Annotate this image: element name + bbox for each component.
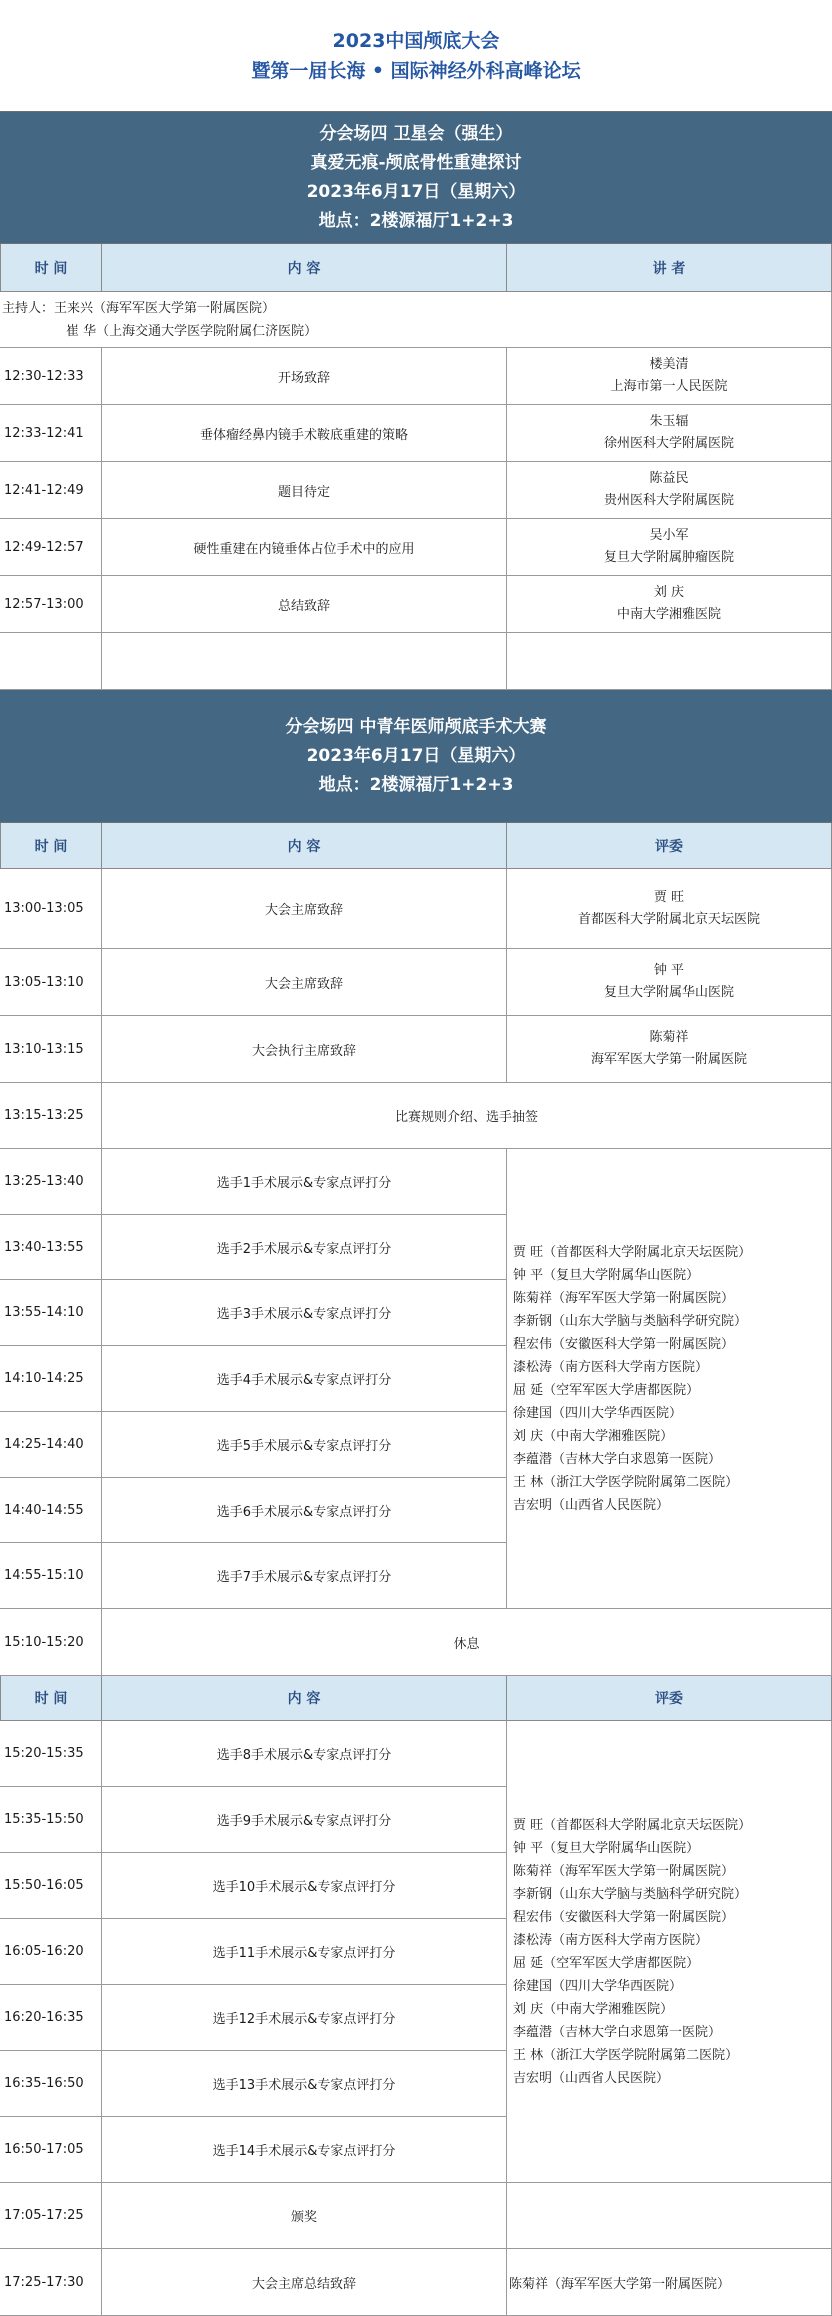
- speaker-name: 钟 平: [653, 963, 685, 978]
- judge-entry: 贾 旺（首都医科大学附属北京天坛医院）: [513, 1817, 752, 1833]
- judge-entry: 吉宏明（山西省人民医院）: [513, 1497, 670, 1513]
- judge-entry: 王 林（浙江大学医学院附属第二医院）: [513, 1474, 739, 1490]
- row-content: 选手9手术展示&专家点评打分: [101, 1787, 506, 1853]
- row-content: 选手3手术展示&专家点评打分: [101, 1280, 506, 1346]
- session1-empty-time: [0, 633, 101, 690]
- row-time: 15:35-15:50: [0, 1787, 101, 1853]
- row-time: 14:55-15:10: [0, 1543, 101, 1609]
- speaker-org: 上海市第一人民医院: [610, 379, 728, 394]
- row-time: 13:55-14:10: [0, 1280, 101, 1346]
- host-line-2: 崔 华（上海交通大学医学院附属仁济医院）: [66, 323, 318, 339]
- session2-col-time: 时 间: [0, 823, 101, 869]
- row-time: 13:05-13:10: [0, 949, 101, 1016]
- break-content: 休息: [101, 1609, 832, 1676]
- session1-hosts: [0, 292, 832, 348]
- speaker-name: 楼美清: [649, 357, 689, 372]
- row-time: 13:40-13:55: [0, 1215, 101, 1280]
- judge-entry: 程宏伟（安徽医科大学第一附属医院）: [513, 1909, 735, 1925]
- row-content: 开场致辞: [101, 348, 506, 405]
- title-line-1: 2023中国颅底大会: [332, 29, 500, 52]
- speaker-org: 贵州医科大学附属医院: [603, 493, 734, 508]
- row-time: 15:20-15:35: [0, 1721, 101, 1787]
- judge-entry: 屈 延（空军军医大学唐都医院）: [513, 1382, 700, 1398]
- conference-title: [0, 0, 832, 112]
- row-speaker: [506, 576, 832, 633]
- speaker-name: 陈菊祥: [649, 1030, 689, 1045]
- row-content: 选手12手术展示&专家点评打分: [101, 1985, 506, 2051]
- judges-panel-a: [506, 1149, 832, 1609]
- speaker-org: 复旦大学附属肿瘤医院: [603, 550, 734, 565]
- row-time: 15:50-16:05: [0, 1853, 101, 1919]
- row-content: 选手13手术展示&专家点评打分: [101, 2051, 506, 2117]
- speaker-name: 朱玉辐: [649, 414, 689, 429]
- row-content: 选手6手术展示&专家点评打分: [101, 1478, 506, 1543]
- row-content: 选手7手术展示&专家点评打分: [101, 1543, 506, 1609]
- rules-time: 13:15-13:25: [0, 1083, 101, 1149]
- speaker-org: 首都医科大学附属北京天坛医院: [577, 911, 760, 927]
- row-speaker: [506, 348, 832, 405]
- judge-entry: 漆松涛（南方医科大学南方医院）: [513, 1932, 709, 1948]
- row-content: 硬性重建在内镜垂体占位手术中的应用: [101, 519, 506, 576]
- row-content: 选手14手术展示&专家点评打分: [101, 2117, 506, 2183]
- row-time: 16:35-16:50: [0, 2051, 101, 2117]
- row-speaker: [506, 462, 832, 519]
- judge-entry: 徐建国（四川大学华西医院）: [513, 1405, 683, 1421]
- session2-banner-line-2: 2023年6月17日（星期六）: [306, 745, 526, 766]
- judge-entry: 李新钢（山东大学脑与类脑科学研究院）: [513, 1886, 748, 1902]
- row-time: 14:10-14:25: [0, 1346, 101, 1412]
- row-content: 垂体瘤经鼻内镜手术鞍底重建的策略: [101, 405, 506, 462]
- speaker-name: 刘 庆: [653, 585, 685, 600]
- closing-speaker: 陈菊祥（海军军医大学第一附属医院）: [506, 2249, 832, 2316]
- speaker-name: 陈益民: [649, 471, 689, 486]
- row-time: 13:25-13:40: [0, 1149, 101, 1215]
- row-content: 选手10手术展示&专家点评打分: [101, 1853, 506, 1919]
- row-time: 13:00-13:05: [0, 869, 101, 949]
- judge-entry: 钟 平（复旦大学附属华山医院）: [513, 1840, 700, 1856]
- session2-banner-line-3: 地点：2楼源福厅1+2+3: [318, 774, 514, 795]
- rules-content: 比赛规则介绍、选手抽签: [101, 1083, 832, 1149]
- row-content: 大会执行主席致辞: [101, 1016, 506, 1083]
- title-line-2: 暨第一届长海 • 国际神经外科高峰论坛: [251, 59, 581, 82]
- session1-banner: [0, 112, 832, 244]
- session1-banner-line-2: 真爱无痕-颅底骨性重建探讨: [310, 152, 522, 173]
- row-content: 大会主席致辞: [101, 869, 506, 949]
- award-content: 颁奖: [101, 2183, 506, 2249]
- row-time: 16:05-16:20: [0, 1919, 101, 1985]
- session2-banner: [0, 690, 832, 823]
- session1-banner-line-3: 2023年6月17日（星期六）: [306, 181, 526, 202]
- judge-entry: 李蕴潜（吉林大学白求恩第一医院）: [513, 2024, 722, 2040]
- row-content: 总结致辞: [101, 576, 506, 633]
- judge-entry: 贾 旺（首都医科大学附属北京天坛医院）: [513, 1244, 752, 1260]
- judge-entry: 刘 庆（中南大学湘雅医院）: [513, 2001, 674, 2017]
- judge-entry: 王 林（浙江大学医学院附属第二医院）: [513, 2047, 739, 2063]
- row-speaker: [506, 405, 832, 462]
- row-time: 13:10-13:15: [0, 1016, 101, 1083]
- row-content: 题目待定: [101, 462, 506, 519]
- row-time: 12:57-13:00: [0, 576, 101, 633]
- session2b-col-time: 时 间: [0, 1676, 101, 1721]
- speaker-name: 贾 旺: [653, 889, 685, 905]
- row-time: 16:50-17:05: [0, 2117, 101, 2183]
- session1-banner-line-1: 分会场四 卫星会（强生）: [319, 123, 513, 144]
- closing-time: 17:25-17:30: [0, 2249, 101, 2316]
- break-time: 15:10-15:20: [0, 1609, 101, 1676]
- speaker-org: 中南大学湘雅医院: [616, 607, 721, 622]
- row-time: 12:30-12:33: [0, 348, 101, 405]
- session1-empty-speaker: [506, 633, 832, 690]
- row-content: 选手8手术展示&专家点评打分: [101, 1721, 506, 1787]
- row-content: 选手2手术展示&专家点评打分: [101, 1215, 506, 1280]
- host-line-1: 主持人：王来兴（海军军医大学第一附属医院）: [2, 300, 276, 316]
- session1-col-speaker: 讲 者: [506, 244, 832, 292]
- row-content: 选手1手术展示&专家点评打分: [101, 1149, 506, 1215]
- row-speaker: [506, 869, 832, 949]
- row-time: 16:20-16:35: [0, 1985, 101, 2051]
- judge-entry: 吉宏明（山西省人民医院）: [513, 2070, 670, 2086]
- speaker-name: 吴小军: [649, 528, 689, 543]
- row-time: 14:25-14:40: [0, 1412, 101, 1478]
- row-time: 12:41-12:49: [0, 462, 101, 519]
- row-content: 选手5手术展示&专家点评打分: [101, 1412, 506, 1478]
- session1-empty-content: [101, 633, 506, 690]
- row-content: 大会主席致辞: [101, 949, 506, 1016]
- judge-entry: 漆松涛（南方医科大学南方医院）: [513, 1359, 709, 1375]
- judge-entry: 陈菊祥（海军军医大学第一附属医院）: [513, 1290, 735, 1306]
- session2-col-judges: 评委: [506, 823, 832, 869]
- judge-entry: 李新钢（山东大学脑与类脑科学研究院）: [513, 1313, 748, 1329]
- row-content: 选手11手术展示&专家点评打分: [101, 1919, 506, 1985]
- judge-entry: 李蕴潜（吉林大学白求恩第一医院）: [513, 1451, 722, 1467]
- award-time: 17:05-17:25: [0, 2183, 101, 2249]
- judge-entry: 钟 平（复旦大学附属华山医院）: [513, 1267, 700, 1283]
- award-speaker: [506, 2183, 832, 2249]
- speaker-org: 复旦大学附属华山医院: [603, 985, 734, 1000]
- session1-col-content: 内 容: [101, 244, 506, 292]
- speaker-org: 海军军医大学第一附属医院: [590, 1052, 747, 1067]
- row-time: 12:49-12:57: [0, 519, 101, 576]
- judges-panel-b: [506, 1721, 832, 2183]
- session1-banner-line-4: 地点：2楼源福厅1+2+3: [318, 210, 514, 231]
- speaker-org: 徐州医科大学附属医院: [603, 436, 734, 451]
- judge-entry: 徐建国（四川大学华西医院）: [513, 1978, 683, 1994]
- session2b-col-content: 内 容: [101, 1676, 506, 1721]
- row-content: 选手4手术展示&专家点评打分: [101, 1346, 506, 1412]
- session1-col-time: 时 间: [0, 244, 101, 292]
- judge-entry: 刘 庆（中南大学湘雅医院）: [513, 1428, 674, 1444]
- row-speaker: [506, 519, 832, 576]
- row-time: 12:33-12:41: [0, 405, 101, 462]
- session2b-col-judges: 评委: [506, 1676, 832, 1721]
- session2-banner-line-1: 分会场四 中青年医师颅底手术大赛: [285, 716, 547, 737]
- row-time: 14:40-14:55: [0, 1478, 101, 1543]
- row-speaker: [506, 949, 832, 1016]
- judge-entry: 陈菊祥（海军军医大学第一附属医院）: [513, 1863, 735, 1879]
- closing-content: 大会主席总结致辞: [101, 2249, 506, 2316]
- session2-col-content: 内 容: [101, 823, 506, 869]
- row-speaker: [506, 1016, 832, 1083]
- judge-entry: 程宏伟（安徽医科大学第一附属医院）: [513, 1336, 735, 1352]
- judge-entry: 屈 延（空军军医大学唐都医院）: [513, 1955, 700, 1971]
